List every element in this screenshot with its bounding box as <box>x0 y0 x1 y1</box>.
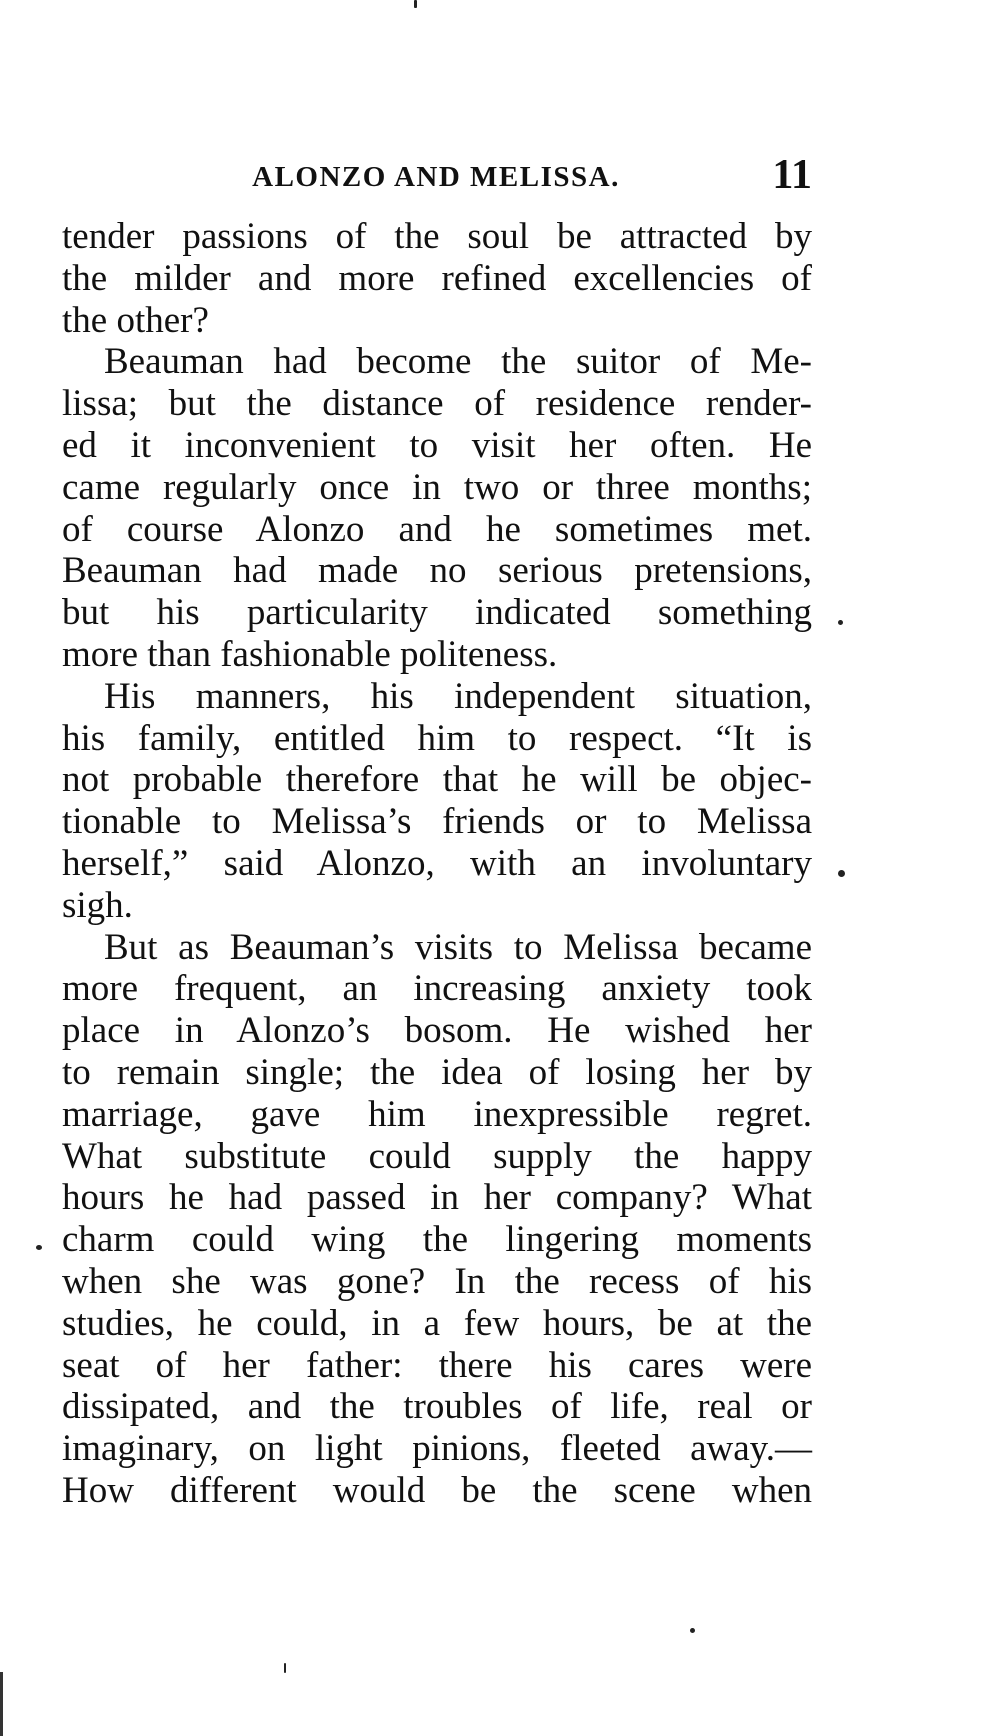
text-line: came regularly once in two or three months; <box>62 466 812 508</box>
paragraph-2 <box>62 341 812 675</box>
page-number: 11 <box>772 152 812 198</box>
text-line: charm could wing the lingering moments <box>62 1219 812 1261</box>
paragraph-4 <box>62 927 812 1512</box>
text-line: tionable to Melissa’s friends or to Melissa <box>62 801 812 843</box>
text-line: the other? <box>62 299 209 341</box>
body-text <box>62 216 812 1512</box>
text-line: his family, entitled him to respect. “It is <box>62 717 812 759</box>
running-title: ALONZO AND MELISSA. <box>252 161 620 193</box>
text-line: studies, he could, in a few hours, be at the <box>62 1302 812 1344</box>
text-line: seat of her father: there his cares were <box>62 1344 812 1386</box>
text-line: lissa; but the distance of residence render- <box>62 383 812 425</box>
scan-speck <box>36 1245 42 1250</box>
text-line: of course Alonzo and he sometimes met. <box>62 508 812 550</box>
text-line: But as Beauman’s visits to Melissa became <box>104 926 812 968</box>
scan-speck <box>838 620 843 625</box>
text-line: dissipated, and the troubles of life, real or <box>62 1386 812 1428</box>
text-line: ed it inconvenient to visit her often. He <box>62 424 812 466</box>
text-line: tender passions of the soul be attracted by <box>62 216 812 257</box>
text-line: Beauman had become the suitor of Me- <box>104 341 812 383</box>
scan-edge-line <box>0 1672 3 1736</box>
scan-speck <box>838 870 845 877</box>
paragraph-1 <box>62 216 812 341</box>
text-line: How different would be the scene when <box>62 1469 812 1511</box>
scan-speck <box>690 1628 695 1633</box>
text-line: more than fashionable politeness. <box>62 633 558 675</box>
text-line: His manners, his independent situation, <box>104 675 812 717</box>
text-line: when she was gone? In the recess of his <box>62 1260 812 1302</box>
text-line: imaginary, on light pinions, fleeted away.— <box>62 1428 812 1470</box>
text-line: place in Alonzo’s bosom. He wished her <box>62 1010 812 1052</box>
scan-speck <box>414 0 417 8</box>
text-line: herself,” said Alonzo, with an involuntary <box>62 842 812 884</box>
text-line: marriage, gave him inexpressible regret. <box>62 1093 812 1135</box>
text-line: more frequent, an increasing anxiety took <box>62 968 812 1010</box>
text-line: the milder and more refined excellencies of <box>62 257 812 299</box>
scan-speck <box>284 1663 286 1673</box>
text-line: not probable therefore that he will be objec- <box>62 759 812 801</box>
paragraph-3 <box>62 676 812 927</box>
text-line: What substitute could supply the happy <box>62 1135 812 1177</box>
text-line: sigh. <box>62 884 133 926</box>
text-line: Beauman had made no serious pretensions, <box>62 550 812 592</box>
text-line: to remain single; the idea of losing her by <box>62 1051 812 1093</box>
text-line: but his particularity indicated something <box>62 592 812 634</box>
text-line: hours he had passed in her company? What <box>62 1177 812 1219</box>
running-head <box>60 152 812 199</box>
